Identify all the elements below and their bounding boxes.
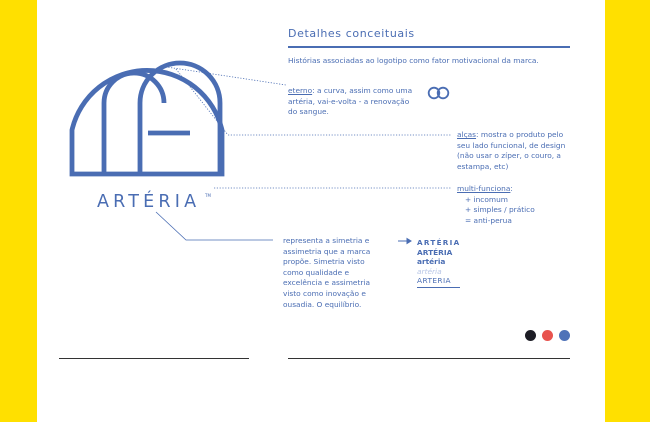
variant-spaced: ARTÉRIA bbox=[417, 238, 461, 247]
note-eterno-text: : a curva, assim como uma artéria, vai-e-volta - a renovação do sangue. bbox=[288, 86, 413, 117]
note-eterno bbox=[288, 86, 416, 118]
variant-lowercase: artéria bbox=[417, 257, 446, 267]
page-subtitle: Histórias associadas ao logotipo como fator motivacional da marca. bbox=[288, 56, 539, 65]
bottom-rule-right bbox=[288, 358, 570, 359]
logo-wordmark: ARTÉRIA bbox=[97, 192, 201, 212]
variant-underline bbox=[417, 287, 460, 288]
multi-item-incomum: + incomum bbox=[465, 194, 508, 204]
page-title: Detalhes conceituais bbox=[288, 27, 415, 40]
multi-item-anti-perua: = anti-perua bbox=[465, 215, 512, 225]
note-multi-keyword: multi-funciona bbox=[457, 184, 511, 193]
logo-left-inner-arch bbox=[104, 73, 164, 174]
bottom-rule-left bbox=[59, 358, 249, 359]
note-multi bbox=[457, 184, 577, 226]
arrow-right-icon bbox=[398, 239, 411, 244]
swatch-blue bbox=[559, 330, 570, 341]
swatch-red bbox=[542, 330, 553, 341]
logo-variants bbox=[417, 238, 477, 288]
swatch-black bbox=[525, 330, 536, 341]
infinity-rings-icon bbox=[429, 88, 449, 99]
logo-outer-arch bbox=[72, 70, 222, 174]
variant-bold: ARTÉRIA bbox=[417, 247, 453, 257]
note-multi-suffix: : bbox=[510, 184, 513, 193]
note-alcas-keyword: alças bbox=[457, 130, 477, 139]
note-alcas-text: : mostra o produto pelo seu lado funcional, de design (não usar o zíper, o couro, a estampa, etc) bbox=[457, 130, 566, 171]
note-eterno-keyword: eterno bbox=[288, 86, 313, 95]
note-simetria: representa a simetria e assimetria que a marca propõe. Simetria visto como qualidade e excelência e assimetria visto como inovação e ousadia. O equilíbrio. bbox=[283, 236, 371, 309]
leader-simetria bbox=[156, 212, 273, 240]
note-alcas bbox=[457, 130, 577, 172]
trademark-symbol: TM bbox=[205, 193, 211, 198]
variant-outline: artéria bbox=[417, 266, 442, 276]
multi-item-simples: + simples / prático bbox=[465, 205, 535, 215]
variant-condensed: ARTERIA bbox=[417, 276, 452, 286]
